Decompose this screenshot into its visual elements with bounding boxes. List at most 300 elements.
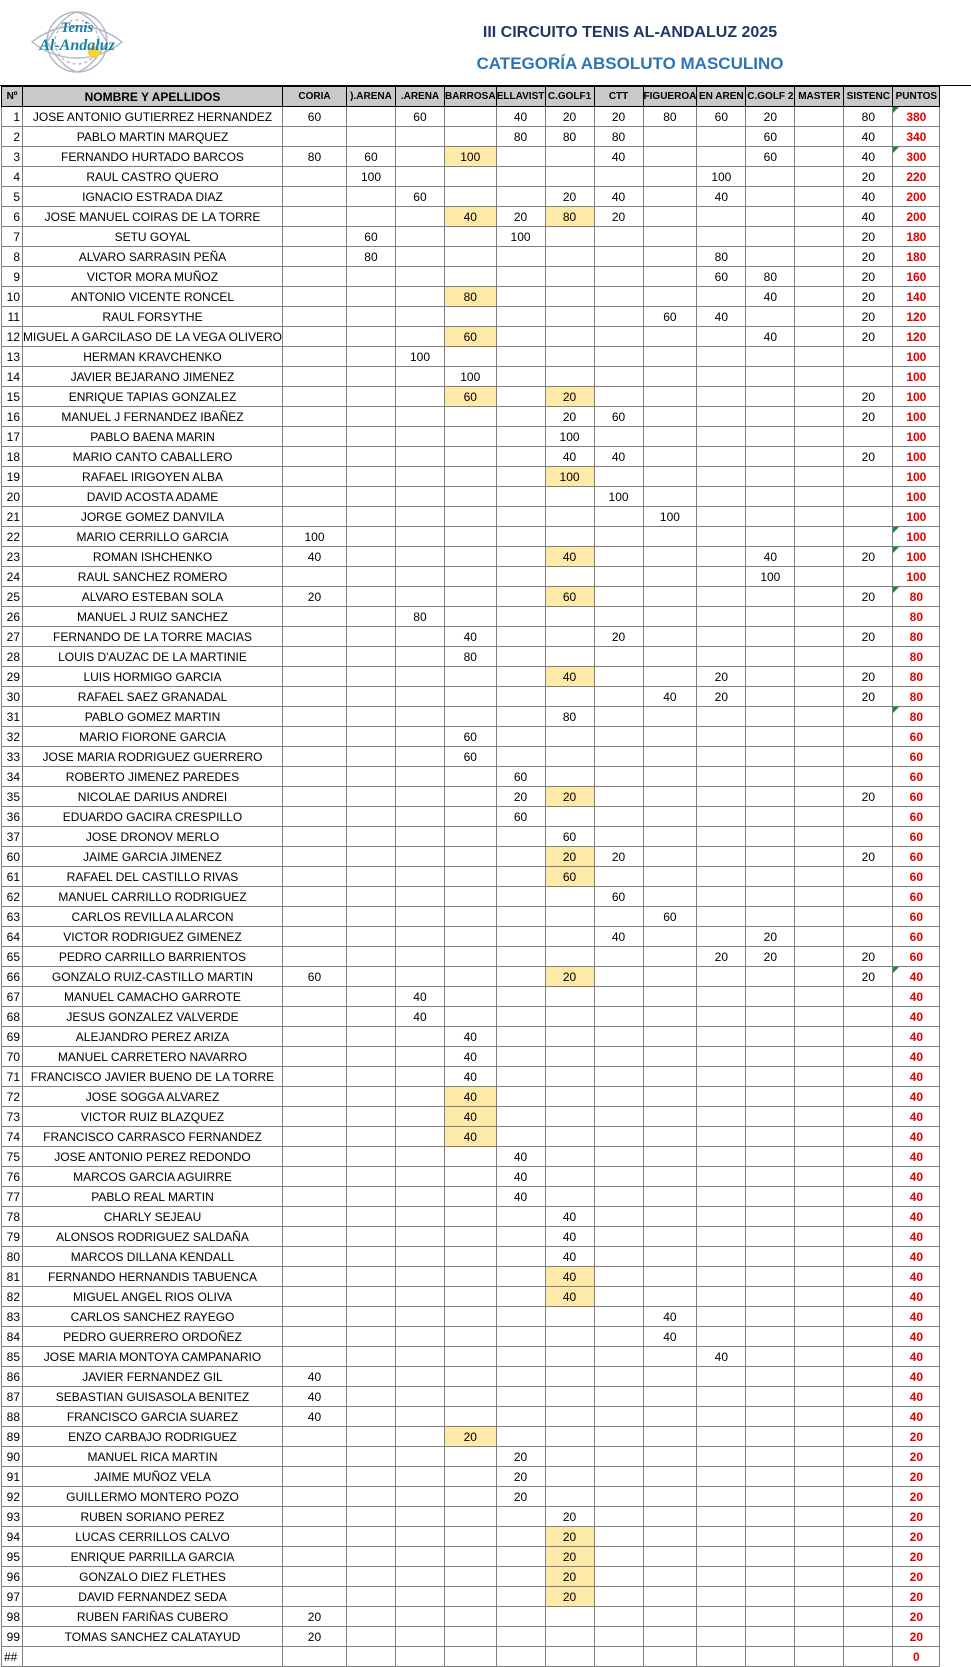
total-points-cell: 40 xyxy=(893,1087,940,1107)
tournament-points-cell xyxy=(346,787,395,807)
tournament-points-cell xyxy=(346,847,395,867)
player-name-cell: LUIS HORMIGO GARCIA xyxy=(23,667,283,687)
total-points-cell: 180 xyxy=(893,247,940,267)
ranking-table xyxy=(1,86,940,1667)
tournament-points-cell xyxy=(444,767,496,787)
tournament-points-cell xyxy=(496,847,545,867)
total-points-cell: 100 xyxy=(893,427,940,447)
tournament-points-cell xyxy=(346,667,395,687)
tournament-points-cell xyxy=(844,707,893,727)
tournament-points-cell xyxy=(282,367,346,387)
player-name-cell: CARLOS SANCHEZ RAYEGO xyxy=(23,1307,283,1327)
tournament-points-cell xyxy=(395,1627,444,1647)
tournament-points-cell: 80 xyxy=(444,287,496,307)
tournament-points-cell xyxy=(643,887,697,907)
tournament-points-cell xyxy=(844,1407,893,1427)
player-name-cell: MANUEL CAMACHO GARROTE xyxy=(23,987,283,1007)
tournament-points-cell xyxy=(282,1087,346,1107)
rank-cell: 29 xyxy=(2,667,23,687)
tournament-points-cell xyxy=(594,727,643,747)
tournament-points-cell xyxy=(746,467,795,487)
tournament-points-cell xyxy=(282,127,346,147)
tournament-points-cell xyxy=(444,1187,496,1207)
tournament-points-cell xyxy=(643,1527,697,1547)
tournament-points-cell xyxy=(746,1247,795,1267)
tournament-points-cell xyxy=(746,747,795,767)
player-name-cell: PABLO REAL MARTIN xyxy=(23,1187,283,1207)
tournament-points-cell xyxy=(395,467,444,487)
tournament-points-cell xyxy=(594,687,643,707)
rank-cell: 15 xyxy=(2,387,23,407)
tournament-points-cell xyxy=(746,1627,795,1647)
tournament-points-cell xyxy=(346,467,395,487)
player-name-cell: PABLO MARTIN MARQUEZ xyxy=(23,127,283,147)
table-row xyxy=(2,527,940,547)
tournament-points-cell xyxy=(444,107,496,127)
tournament-points-cell: 100 xyxy=(395,347,444,367)
total-points-cell: 60 xyxy=(893,847,940,867)
table-row xyxy=(2,1027,940,1047)
tournament-points-cell: 100 xyxy=(444,367,496,387)
tournament-points-cell xyxy=(643,1187,697,1207)
total-points-cell: 60 xyxy=(893,767,940,787)
rank-cell: 1 xyxy=(2,107,23,127)
table-row xyxy=(2,787,940,807)
tournament-points-cell xyxy=(346,547,395,567)
tournament-points-cell xyxy=(844,1087,893,1107)
tournament-points-cell xyxy=(346,1487,395,1507)
tournament-points-cell xyxy=(594,947,643,967)
tournament-points-cell xyxy=(746,1027,795,1047)
player-name-cell: PEDRO CARRILLO BARRIENTOS xyxy=(23,947,283,967)
tournament-points-cell xyxy=(346,1627,395,1647)
tournament-points-cell xyxy=(496,687,545,707)
table-row xyxy=(2,987,940,1007)
tournament-points-cell xyxy=(346,267,395,287)
total-points-cell: 40 xyxy=(893,967,940,987)
tournament-points-cell xyxy=(594,1047,643,1067)
tournament-points-cell: 40 xyxy=(844,187,893,207)
tournament-points-cell: 40 xyxy=(697,1347,746,1367)
tournament-points-cell: 40 xyxy=(444,1047,496,1067)
rank-cell: 66 xyxy=(2,967,23,987)
tournament-points-cell xyxy=(444,827,496,847)
tournament-points-cell xyxy=(346,1007,395,1027)
table-row xyxy=(2,547,940,567)
tournament-points-cell: 100 xyxy=(545,427,594,447)
tournament-points-cell xyxy=(746,347,795,367)
tournament-points-cell xyxy=(643,547,697,567)
rank-cell: 28 xyxy=(2,647,23,667)
tournament-points-cell xyxy=(643,1007,697,1027)
total-points-cell: 40 xyxy=(893,1327,940,1347)
tournament-points-cell xyxy=(496,1227,545,1247)
tournament-points-cell xyxy=(746,1547,795,1567)
tournament-points-cell xyxy=(496,567,545,587)
tournament-points-cell xyxy=(795,1627,844,1647)
tournament-points-cell xyxy=(594,347,643,367)
tournament-points-cell xyxy=(444,1627,496,1647)
total-points-cell: 80 xyxy=(893,687,940,707)
tournament-points-cell xyxy=(545,747,594,767)
tournament-points-cell xyxy=(395,727,444,747)
tournament-points-cell: 20 xyxy=(844,967,893,987)
tournament-points-cell xyxy=(346,527,395,547)
total-points-cell: 20 xyxy=(893,1587,940,1607)
tournament-points-cell xyxy=(746,1467,795,1487)
total-points-cell: 60 xyxy=(893,787,940,807)
tournament-points-cell xyxy=(844,807,893,827)
tournament-points-cell xyxy=(282,407,346,427)
tournament-points-cell xyxy=(395,447,444,467)
tournament-points-cell xyxy=(697,887,746,907)
tournament-points-cell xyxy=(697,1127,746,1147)
total-points-cell: 80 xyxy=(893,627,940,647)
tournament-points-cell xyxy=(545,507,594,527)
tournament-points-cell xyxy=(594,1227,643,1247)
tournament-points-cell: 40 xyxy=(594,927,643,947)
page-title: III CIRCUITO TENIS AL-ANDALUZ 2025 xyxy=(482,24,778,41)
table-row xyxy=(2,427,940,447)
tournament-points-cell xyxy=(282,987,346,1007)
rank-cell: 95 xyxy=(2,1547,23,1567)
tournament-points-cell xyxy=(697,1087,746,1107)
tournament-points-cell xyxy=(697,1527,746,1547)
tournament-points-cell xyxy=(395,567,444,587)
tournament-points-cell xyxy=(795,1107,844,1127)
total-points-cell: 180 xyxy=(893,227,940,247)
table-row xyxy=(2,187,940,207)
tournament-points-cell xyxy=(496,667,545,687)
tournament-points-cell: 20 xyxy=(545,107,594,127)
tournament-points-cell xyxy=(545,927,594,947)
tournament-points-cell xyxy=(795,847,844,867)
tournament-points-cell: 60 xyxy=(697,267,746,287)
tournament-points-cell xyxy=(395,1147,444,1167)
tournament-points-cell xyxy=(395,207,444,227)
tournament-points-cell: 20 xyxy=(844,167,893,187)
tournament-points-cell xyxy=(282,1567,346,1587)
tournament-points-cell xyxy=(844,1347,893,1367)
tournament-points-cell xyxy=(395,707,444,727)
tournament-points-cell: 40 xyxy=(395,987,444,1007)
tournament-points-cell: 40 xyxy=(594,447,643,467)
player-name-cell: JOSE SOGGA ALVAREZ xyxy=(23,1087,283,1107)
tournament-points-cell xyxy=(545,287,594,307)
rank-cell: 63 xyxy=(2,907,23,927)
tournament-points-cell xyxy=(282,1307,346,1327)
tournament-points-cell xyxy=(545,1427,594,1447)
tournament-points-cell xyxy=(844,1527,893,1547)
tournament-points-cell: 100 xyxy=(643,507,697,527)
tournament-points-cell: 20 xyxy=(545,407,594,427)
tournament-points-cell xyxy=(746,1187,795,1207)
total-points-cell: 20 xyxy=(893,1547,940,1567)
player-name-cell: JAIME GARCIA JIMENEZ xyxy=(23,847,283,867)
tournament-points-cell xyxy=(496,1407,545,1427)
tournament-points-cell xyxy=(395,667,444,687)
tournament-points-cell xyxy=(496,887,545,907)
tournament-points-cell xyxy=(697,1147,746,1167)
player-name-cell: DAVID FERNANDEZ SEDA xyxy=(23,1587,283,1607)
tournament-points-cell xyxy=(282,927,346,947)
tournament-points-cell: 60 xyxy=(594,407,643,427)
table-row xyxy=(2,1307,940,1327)
tournament-points-cell xyxy=(444,787,496,807)
tournament-points-cell: 40 xyxy=(746,287,795,307)
table-row xyxy=(2,1607,940,1627)
tournament-points-cell xyxy=(346,947,395,967)
tournament-points-cell xyxy=(844,1307,893,1327)
table-row xyxy=(2,567,940,587)
total-points-cell: 60 xyxy=(893,907,940,927)
rank-cell: 31 xyxy=(2,707,23,727)
tournament-points-cell xyxy=(282,187,346,207)
tournament-points-cell: 20 xyxy=(697,687,746,707)
tournament-points-cell xyxy=(395,1027,444,1047)
player-name-cell: JAVIER BEJARANO JIMENEZ xyxy=(23,367,283,387)
tournament-points-cell xyxy=(545,907,594,927)
tournament-points-cell: 40 xyxy=(643,1327,697,1347)
tournament-points-cell xyxy=(346,187,395,207)
table-row xyxy=(2,367,940,387)
tournament-points-cell xyxy=(346,507,395,527)
tournament-points-cell xyxy=(346,1527,395,1547)
total-points-cell: 20 xyxy=(893,1447,940,1467)
tournament-points-cell xyxy=(496,1287,545,1307)
tournament-points-cell xyxy=(496,1107,545,1127)
tournament-points-cell xyxy=(346,1027,395,1047)
tournament-points-cell: 40 xyxy=(545,1247,594,1267)
tournament-points-cell: 40 xyxy=(545,1287,594,1307)
column-header: .ARENA xyxy=(395,87,444,107)
tournament-points-cell xyxy=(643,927,697,947)
tournament-points-cell xyxy=(844,1587,893,1607)
tournament-points-cell xyxy=(444,1287,496,1307)
tournament-points-cell xyxy=(844,1027,893,1047)
tournament-points-cell xyxy=(282,447,346,467)
total-points-cell: 40 xyxy=(893,1207,940,1227)
tournament-points-cell xyxy=(346,927,395,947)
page-subtitle: CATEGORÍA ABSOLUTO MASCULINO xyxy=(476,54,784,73)
table-row xyxy=(2,1427,940,1447)
table-row xyxy=(2,907,940,927)
tournament-points-cell: 60 xyxy=(282,967,346,987)
tournament-points-cell xyxy=(346,1327,395,1347)
player-name-cell: TOMAS SANCHEZ CALATAYUD xyxy=(23,1627,283,1647)
rank-cell: 8 xyxy=(2,247,23,267)
tournament-points-cell xyxy=(545,1347,594,1367)
player-name-cell: EDUARDO GACIRA CRESPILLO xyxy=(23,807,283,827)
column-header: CORIA xyxy=(282,87,346,107)
player-name-cell: MANUEL CARRILLO RODRIGUEZ xyxy=(23,887,283,907)
tournament-points-cell xyxy=(395,847,444,867)
tournament-points-cell xyxy=(594,1067,643,1087)
tournament-points-cell xyxy=(697,227,746,247)
tournament-points-cell: 20 xyxy=(496,207,545,227)
tenis-al-andaluz-logo xyxy=(22,6,132,78)
rank-cell: 67 xyxy=(2,987,23,1007)
tournament-points-cell xyxy=(395,647,444,667)
tournament-points-cell xyxy=(496,1567,545,1587)
tournament-points-cell: 60 xyxy=(746,147,795,167)
player-name-cell: JESUS GONZALEZ VALVERDE xyxy=(23,1007,283,1027)
tournament-points-cell xyxy=(594,1647,643,1667)
table-row xyxy=(2,807,940,827)
tournament-points-cell: 80 xyxy=(697,247,746,267)
tournament-points-cell: 80 xyxy=(282,147,346,167)
tournament-points-cell xyxy=(594,1427,643,1447)
tournament-points-cell: 20 xyxy=(844,447,893,467)
tournament-points-cell xyxy=(545,1447,594,1467)
tournament-points-cell xyxy=(395,1547,444,1567)
tournament-points-cell: 20 xyxy=(844,387,893,407)
tournament-points-cell xyxy=(795,1007,844,1027)
player-name-cell: CHARLY SEJEAU xyxy=(23,1207,283,1227)
tournament-points-cell xyxy=(282,347,346,367)
total-points-cell: 40 xyxy=(893,987,940,1007)
total-points-cell: 100 xyxy=(893,547,940,567)
tournament-points-cell xyxy=(795,1087,844,1107)
tournament-points-cell xyxy=(746,887,795,907)
tournament-points-cell xyxy=(282,1467,346,1487)
total-points-cell: 40 xyxy=(893,1347,940,1367)
rank-cell: 4 xyxy=(2,167,23,187)
tournament-points-cell xyxy=(643,727,697,747)
tournament-points-cell: 60 xyxy=(697,107,746,127)
tournament-points-cell xyxy=(795,587,844,607)
tournament-points-cell xyxy=(496,627,545,647)
tournament-points-cell xyxy=(643,447,697,467)
tournament-points-cell: 20 xyxy=(545,187,594,207)
tournament-points-cell xyxy=(697,387,746,407)
tournament-points-cell: 40 xyxy=(844,127,893,147)
player-name-cell: RAFAEL IRIGOYEN ALBA xyxy=(23,467,283,487)
rank-cell: 89 xyxy=(2,1427,23,1447)
player-name-cell: MARIO CERRILLO GARCIA xyxy=(23,527,283,547)
tournament-points-cell xyxy=(844,1447,893,1467)
tournament-points-cell xyxy=(444,1387,496,1407)
tournament-points-cell xyxy=(594,1007,643,1027)
tournament-points-cell xyxy=(795,1507,844,1527)
player-name-cell: MARCOS GARCIA AGUIRRE xyxy=(23,1167,283,1187)
table-row xyxy=(2,707,940,727)
tournament-points-cell xyxy=(697,907,746,927)
tournament-points-cell xyxy=(444,1207,496,1227)
tournament-points-cell xyxy=(282,1447,346,1467)
table-row xyxy=(2,1287,940,1307)
tournament-points-cell xyxy=(395,807,444,827)
tournament-points-cell xyxy=(282,1247,346,1267)
total-points-cell: 100 xyxy=(893,347,940,367)
total-points-cell: 40 xyxy=(893,1167,940,1187)
tournament-points-cell xyxy=(346,1467,395,1487)
tournament-points-cell xyxy=(545,367,594,387)
tournament-points-cell xyxy=(395,1607,444,1627)
tournament-points-cell xyxy=(496,1127,545,1147)
tournament-points-cell xyxy=(746,827,795,847)
tournament-points-cell xyxy=(643,347,697,367)
table-row xyxy=(2,847,940,867)
rank-cell: 17 xyxy=(2,427,23,447)
total-points-cell: 200 xyxy=(893,207,940,227)
rank-cell: 75 xyxy=(2,1147,23,1167)
total-points-cell: 40 xyxy=(893,1387,940,1407)
tournament-points-cell xyxy=(844,1647,893,1667)
tournament-points-cell xyxy=(282,767,346,787)
tournament-points-cell xyxy=(643,467,697,487)
tournament-points-cell xyxy=(282,1067,346,1087)
tournament-points-cell: 20 xyxy=(844,687,893,707)
tournament-points-cell xyxy=(746,967,795,987)
tournament-points-cell xyxy=(697,1367,746,1387)
tournament-points-cell xyxy=(746,907,795,927)
tournament-points-cell xyxy=(594,227,643,247)
tournament-points-cell: 80 xyxy=(346,247,395,267)
table-row xyxy=(2,1007,940,1027)
tournament-points-cell xyxy=(697,1307,746,1327)
tournament-points-cell xyxy=(746,1567,795,1587)
tournament-points-cell xyxy=(395,887,444,907)
total-points-cell: 40 xyxy=(893,1007,940,1027)
tournament-points-cell: 60 xyxy=(545,867,594,887)
tournament-points-cell xyxy=(496,907,545,927)
tournament-points-cell xyxy=(795,407,844,427)
tournament-points-cell xyxy=(545,267,594,287)
tournament-points-cell xyxy=(795,727,844,747)
tournament-points-cell xyxy=(594,307,643,327)
tournament-points-cell xyxy=(346,427,395,447)
tournament-points-cell xyxy=(746,187,795,207)
tournament-points-cell: 20 xyxy=(545,1567,594,1587)
tournament-points-cell xyxy=(282,1147,346,1167)
tournament-points-cell: 40 xyxy=(746,547,795,567)
player-name-cell: SETU GOYAL xyxy=(23,227,283,247)
tournament-points-cell xyxy=(395,147,444,167)
table-row xyxy=(2,1527,940,1547)
tournament-points-cell xyxy=(795,387,844,407)
tournament-points-cell xyxy=(545,1027,594,1047)
tournament-points-cell xyxy=(346,1187,395,1207)
tournament-points-cell xyxy=(395,1127,444,1147)
tournament-points-cell xyxy=(496,307,545,327)
tournament-points-cell xyxy=(282,747,346,767)
total-points-cell: 20 xyxy=(893,1467,940,1487)
tournament-points-cell xyxy=(643,1047,697,1067)
tournament-points-cell xyxy=(697,507,746,527)
tournament-points-cell xyxy=(282,867,346,887)
tournament-points-cell xyxy=(594,1087,643,1107)
tournament-points-cell xyxy=(746,1267,795,1287)
tournament-points-cell xyxy=(643,527,697,547)
tournament-points-cell xyxy=(697,967,746,987)
tournament-points-cell xyxy=(697,767,746,787)
tournament-points-cell xyxy=(643,1367,697,1387)
tournament-points-cell xyxy=(346,687,395,707)
tournament-points-cell xyxy=(594,1267,643,1287)
tournament-points-cell xyxy=(282,227,346,247)
tournament-points-cell: 100 xyxy=(444,147,496,167)
table-row xyxy=(2,1347,940,1367)
table-row xyxy=(2,1207,940,1227)
tournament-points-cell xyxy=(697,347,746,367)
tournament-points-cell xyxy=(594,1407,643,1427)
column-header: Nº xyxy=(2,87,23,107)
tournament-points-cell xyxy=(444,507,496,527)
tournament-points-cell xyxy=(746,1407,795,1427)
tournament-points-cell xyxy=(594,987,643,1007)
tournament-points-cell xyxy=(282,1207,346,1227)
